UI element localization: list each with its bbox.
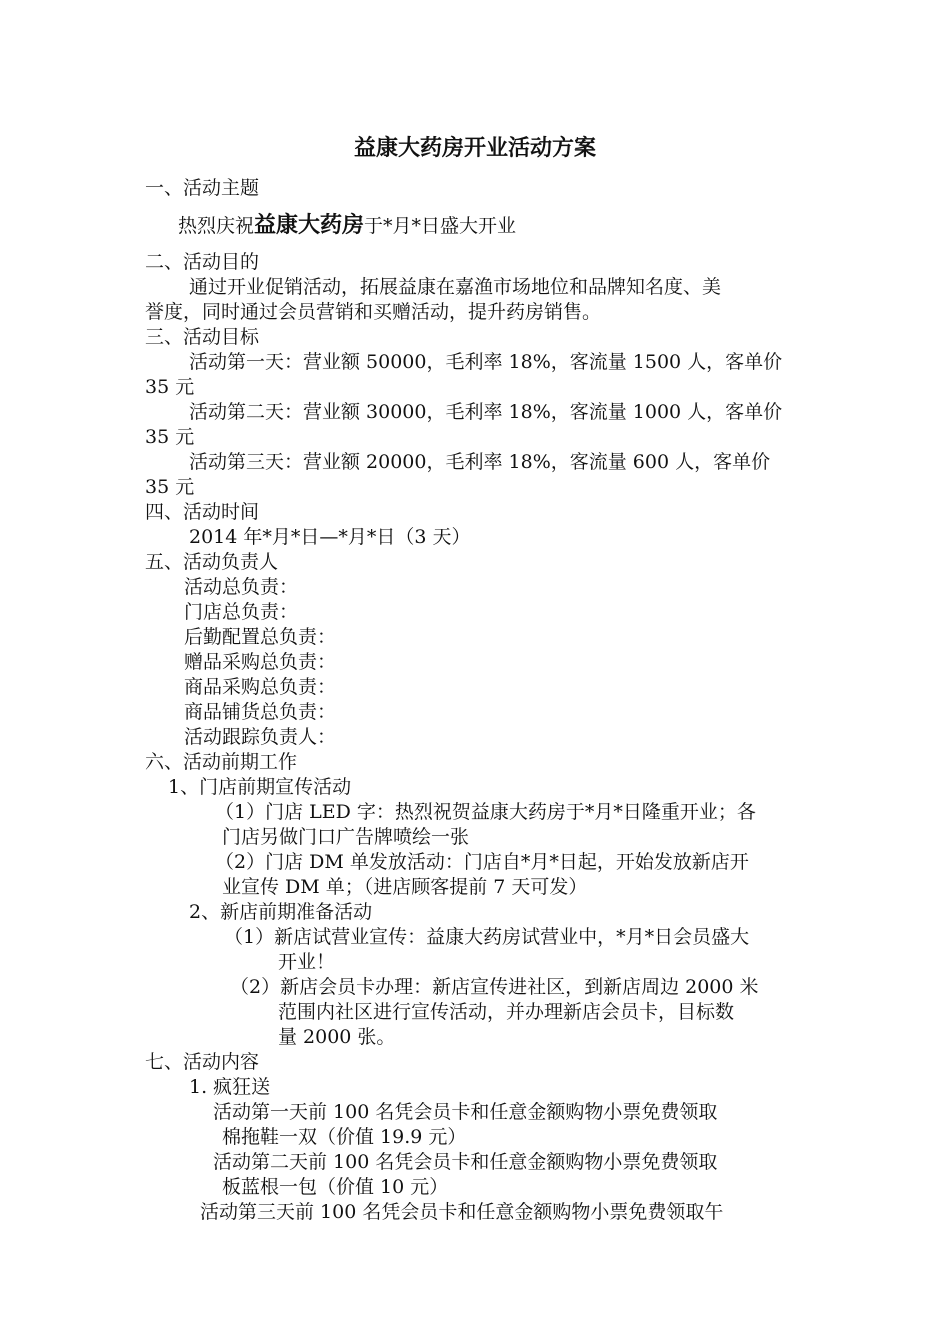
sub-2-item-1: （1）新店试营业宣传：益康大药房试营业中，*月*日会员盛大 <box>224 926 750 948</box>
giveaway-day-1: 活动第一天前 100 名凭会员卡和任意金额购物小票免费领取 <box>213 1101 718 1123</box>
role-line: 后勤配置总负责： <box>184 626 337 648</box>
sub-1-item-1-cont: 门店另做门口广告牌喷绘一张 <box>222 826 470 848</box>
target-day-3: 活动第三天：营业额 20000，毛利率 18%，客流量 600 人，客单价 <box>189 451 771 473</box>
section-7-sub-1: 1. 疯狂送 <box>189 1076 271 1098</box>
giveaway-day-2-cont: 板蓝根一包（价值 10 元） <box>222 1176 449 1198</box>
theme-suffix: 于*月*日盛大开业 <box>364 215 517 237</box>
activity-dates: 2014 年*月*日—*月*日（3 天） <box>189 526 471 548</box>
sub-2-item-2-cont: 范围内社区进行宣传活动，并办理新店会员卡，目标数 <box>278 1001 735 1023</box>
role-line: 门店总负责： <box>184 601 299 623</box>
giveaway-day-1-cont: 棉拖鞋一双（价值 19.9 元） <box>222 1126 467 1148</box>
section-2-heading: 二、活动目的 <box>145 251 260 273</box>
target-day-2-cont: 35 元 <box>145 426 195 448</box>
sub-1-item-1: （1）门店 LED 字：热烈祝贺益康大药房于*月*日隆重开业；各 <box>215 801 756 823</box>
section-1-theme-line <box>178 213 516 239</box>
role-line: 赠品采购总负责： <box>184 651 337 673</box>
section-6-heading: 六、活动前期工作 <box>145 751 298 773</box>
theme-store-name: 益康大药房 <box>254 212 365 238</box>
section-7-heading: 七、活动内容 <box>145 1051 260 1073</box>
theme-prefix: 热烈庆祝 <box>178 215 255 237</box>
giveaway-day-2: 活动第二天前 100 名凭会员卡和任意金额购物小票免费领取 <box>213 1151 718 1173</box>
role-line: 商品采购总负责： <box>184 676 337 698</box>
target-day-3-cont: 35 元 <box>145 476 195 498</box>
sub-2-item-1-cont: 开业！ <box>278 951 336 973</box>
target-day-2: 活动第二天：营业额 30000，毛利率 18%，客流量 1000 人，客单价 <box>189 401 783 423</box>
giveaway-day-3: 活动第三天前 100 名凭会员卡和任意金额购物小票免费领取午 <box>200 1201 724 1223</box>
sub-1-item-2-cont: 业宣传 DM 单；（进店顾客提前 7 天可发） <box>222 876 588 898</box>
sub-2-item-2: （2）新店会员卡办理：新店宣传进社区，到新店周边 2000 米 <box>230 976 759 998</box>
section-6-sub-2: 2、新店前期准备活动 <box>189 901 373 923</box>
section-3-heading: 三、活动目标 <box>145 326 260 348</box>
section-5-heading: 五、活动负责人 <box>145 551 279 573</box>
section-4-heading: 四、活动时间 <box>145 501 260 523</box>
target-day-1: 活动第一天：营业额 50000，毛利率 18%，客流量 1500 人，客单价 <box>189 351 783 373</box>
sub-2-item-2-cont-2: 量 2000 张。 <box>278 1026 396 1048</box>
section-6-sub-1: 1、门店前期宣传活动 <box>168 776 352 798</box>
section-1-heading: 一、活动主题 <box>145 177 260 199</box>
section-2-line-2: 誉度，同时通过会员营销和买赠活动，提升药房销售。 <box>145 301 602 323</box>
document-title: 益康大药房开业活动方案 <box>353 135 596 161</box>
role-line: 商品铺货总负责： <box>184 701 337 723</box>
sub-1-item-2: （2）门店 DM 单发放活动：门店自*月*日起，开始发放新店开 <box>215 851 749 873</box>
section-2-line-1: 通过开业促销活动，拓展益康在嘉渔市场地位和品牌知名度、美 <box>189 276 722 298</box>
role-line: 活动总负责： <box>184 576 299 598</box>
target-day-1-cont: 35 元 <box>145 376 195 398</box>
role-line: 活动跟踪负责人： <box>184 726 337 748</box>
